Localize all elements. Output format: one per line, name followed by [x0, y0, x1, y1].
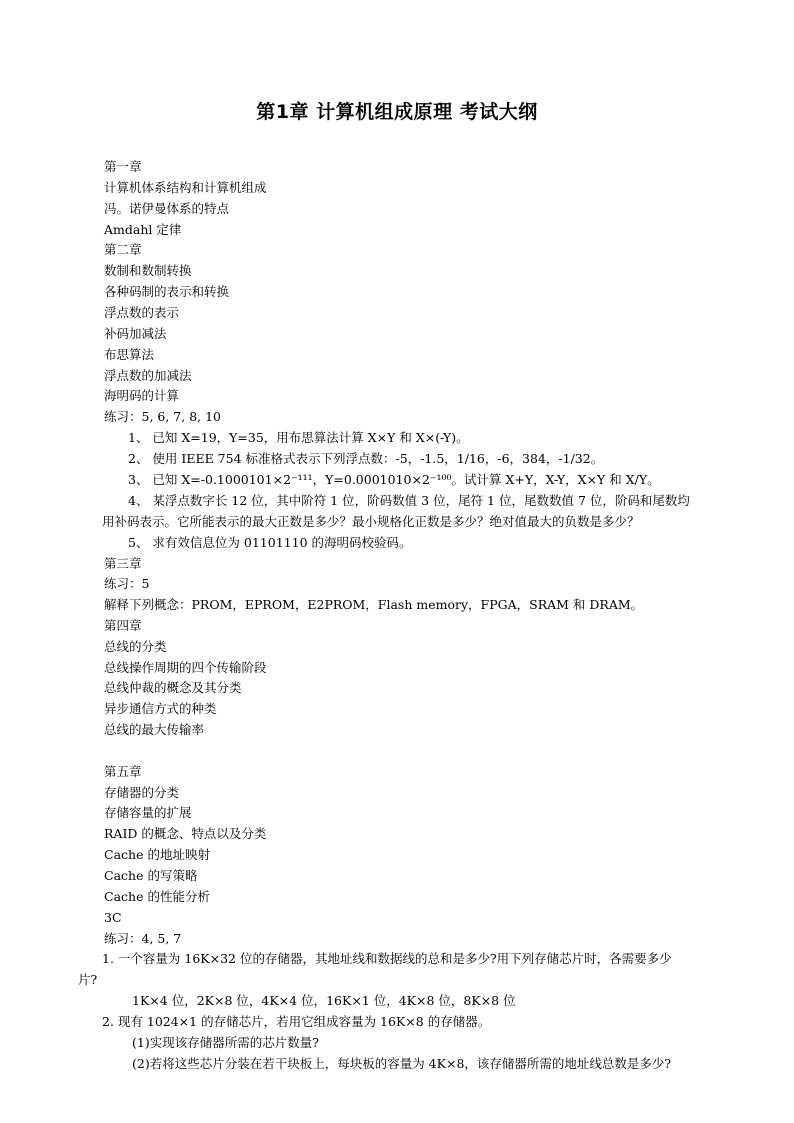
list-item: 3C — [104, 910, 122, 925]
exercise-line: 练习：5, 6, 7, 8, 10 — [104, 409, 222, 424]
storage-question-1-chips: 1K×4 位，2K×8 位，4K×4 位，16K×1 位，4K×8 位，8K×8 位 — [132, 993, 516, 1008]
list-item: Cache 的写策略 — [104, 868, 198, 883]
question-4-line-1: 4、 某浮点数字长 12 位，其中阶符 1 位，阶码数值 3 位，尾符 1 位，尾数数值 7 位，阶码和尾数均 — [128, 493, 690, 508]
question-1: 1、 已知 X=19，Y=35，用布思算法计算 X×Y 和 X×(-Y)。 — [128, 430, 469, 445]
exercise-line: 练习：4, 5, 7 — [104, 931, 182, 946]
list-item: 数制和数制转换 — [104, 263, 192, 278]
list-item: 总线操作周期的四个传输阶段 — [104, 660, 267, 675]
list-item: 异步通信方式的种类 — [104, 701, 217, 716]
question-5: 5、 求有效信息位为 01101110 的海明码校验码。 — [128, 535, 412, 550]
storage-question-2-sub-2: (2)若将这些芯片分装在若干块板上，每块板的容量为 4K×8，该存储器所需的地址线总数是多少? — [132, 1056, 672, 1071]
list-item: Cache 的地址映射 — [104, 847, 210, 862]
question-2: 2、 使用 IEEE 754 标准格式表示下列浮点数：-5，-1.5，1/16，-6，384，-1/32。 — [128, 451, 604, 466]
list-item: 存储容量的扩展 — [104, 805, 192, 820]
list-item: 总线仲裁的概念及其分类 — [104, 680, 242, 695]
list-item: 补码加减法 — [104, 326, 167, 341]
list-item: Amdahl 定律 — [104, 222, 182, 237]
storage-question-2: 2. 现有 1024×1 的存储芯片，若用它组成容量为 16K×8 的存储器。 — [102, 1014, 491, 1029]
chapter-3-heading: 第三章 — [104, 556, 142, 571]
list-item: 计算机体系结构和计算机组成 — [104, 180, 267, 195]
storage-question-1-line-1: 1. 一个容量为 16K×32 位的存储器，其地址线和数据线的总和是多少?用下列存储芯片时，各需要多少 — [102, 951, 672, 966]
chapter-4-heading: 第四章 — [104, 618, 142, 633]
chapter-5-heading: 第五章 — [104, 764, 142, 779]
list-item: 浮点数的表示 — [104, 305, 180, 320]
storage-question-1-line-2: 片? — [78, 972, 98, 987]
storage-question-2-sub-1: (1)实现该存储器所需的芯片数量? — [132, 1035, 319, 1050]
list-item: 冯。诺伊曼体系的特点 — [104, 201, 230, 216]
list-item: 浮点数的加减法 — [104, 368, 192, 383]
chapter-1-heading: 第一章 — [104, 159, 142, 174]
page-title: 第1章 计算机组成原理 考试大纲 — [256, 101, 538, 123]
question-4-line-2: 用补码表示。它所能表示的最大正数是多少？最小规格化正数是多少？绝对值最大的负数是多少？ — [102, 514, 640, 529]
list-item: Cache 的性能分析 — [104, 889, 210, 904]
list-item: 海明码的计算 — [104, 388, 180, 403]
list-item: 总线的分类 — [104, 639, 167, 654]
question-3: 3、 已知 X=-0.1000101×2⁻¹¹¹，Y=0.0001010×2⁻¹⁰⁰。试计算 X+Y，X-Y，X×Y 和 X/Y。 — [128, 472, 660, 487]
list-item: 各种码制的表示和转换 — [104, 284, 230, 299]
chapter-2-heading: 第二章 — [104, 242, 142, 257]
concepts-line: 解释下列概念：PROM，EPROM，E2PROM，Flash memory，FPGA，SRAM 和 DRAM。 — [104, 597, 644, 612]
list-item: 布思算法 — [104, 347, 155, 362]
list-item: RAID 的概念、特点以及分类 — [104, 826, 267, 841]
list-item: 总线的最大传输率 — [104, 722, 205, 737]
exercise-line: 练习：5 — [104, 576, 150, 591]
list-item: 存储器的分类 — [104, 785, 180, 800]
